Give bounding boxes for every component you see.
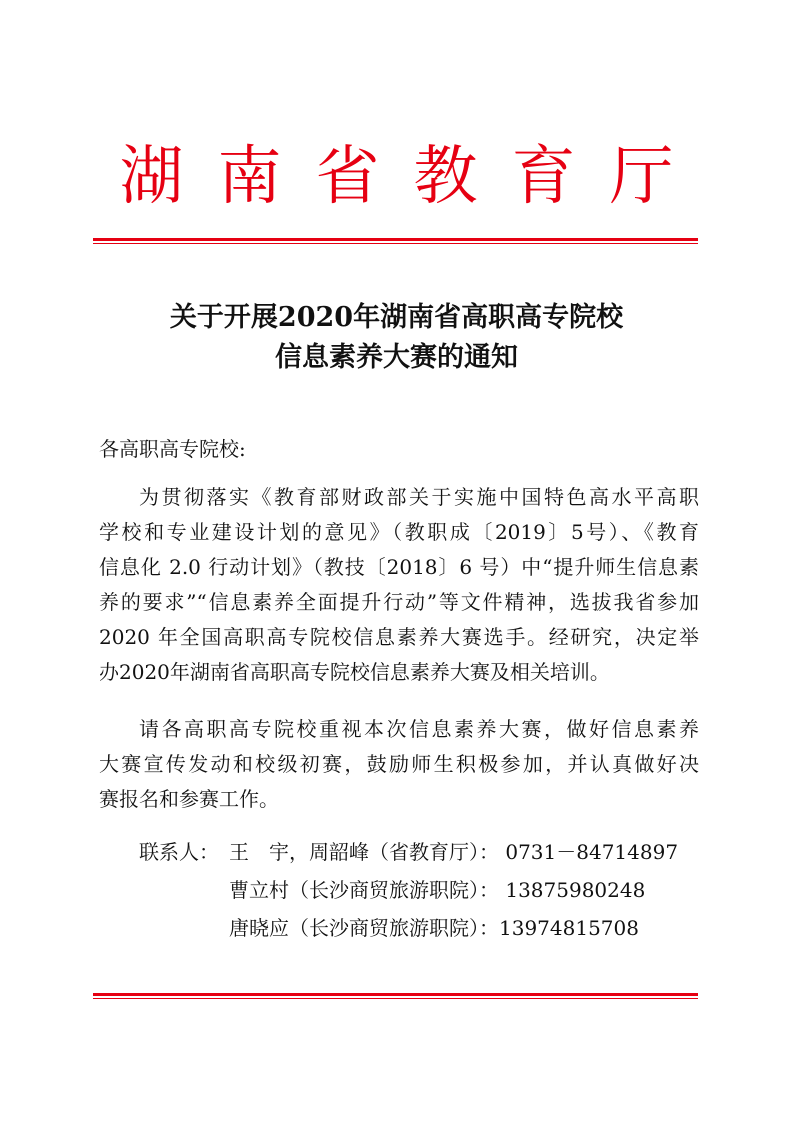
paragraph-1-line: 为贯彻落实《教育部财政部关于实施中国特色高水平高职 xyxy=(139,485,699,509)
contact-entry: 曹立村（长沙商贸旅游职院）： 13875980248 xyxy=(229,878,646,902)
contact-entry: 王 宇，周韶峰（省教育厅）： 0731－84714897 xyxy=(229,840,679,864)
paragraph-1-line: 学校和专业建设计划的意见》（教职成〔2019〕5号）、《教育 xyxy=(99,520,699,544)
contact-entry: 唐晓应（长沙商贸旅游职院）：13974815708 xyxy=(229,916,639,940)
document-title-line-2: 信息素养大赛的通知 xyxy=(275,342,518,373)
footer-red-rule-thick xyxy=(93,993,698,996)
paragraph-1-line: 信息化 2.0 行动计划》（教技〔2018〕6 号）中“提升师生信息素 xyxy=(99,555,699,579)
paragraph-2-line: 请各高职高专院校重视本次信息素养大赛，做好信息素养 xyxy=(139,717,699,741)
paragraph-2-line: 赛报名和参赛工作。 xyxy=(99,787,279,811)
header-red-rule-thick xyxy=(93,238,698,241)
contact-label: 联系人： xyxy=(139,840,219,864)
paragraph-2-line: 大赛宣传发动和校级初赛，鼓励师生积极参加，并认真做好决 xyxy=(99,752,699,776)
paragraph-1-line: 养的要求”“信息素养全面提升行动”等文件精神，选拔我省参加 xyxy=(99,590,699,614)
header-red-rule-thin xyxy=(93,243,698,244)
issuer-header: 湖南省教育厅 xyxy=(119,140,708,214)
salutation: 各高职高专院校: xyxy=(99,437,246,461)
footer-red-rule-thin xyxy=(93,998,698,999)
paragraph-1-line: 办2020年湖南省高职高专院校信息素养大赛及相关培训。 xyxy=(99,660,610,684)
paragraph-1-line: 2020 年全国高职高专院校信息素养大赛选手。经研究，决定举 xyxy=(99,625,699,649)
document-title-line-1: 关于开展2020年湖南省高职高专院校 xyxy=(169,302,624,333)
